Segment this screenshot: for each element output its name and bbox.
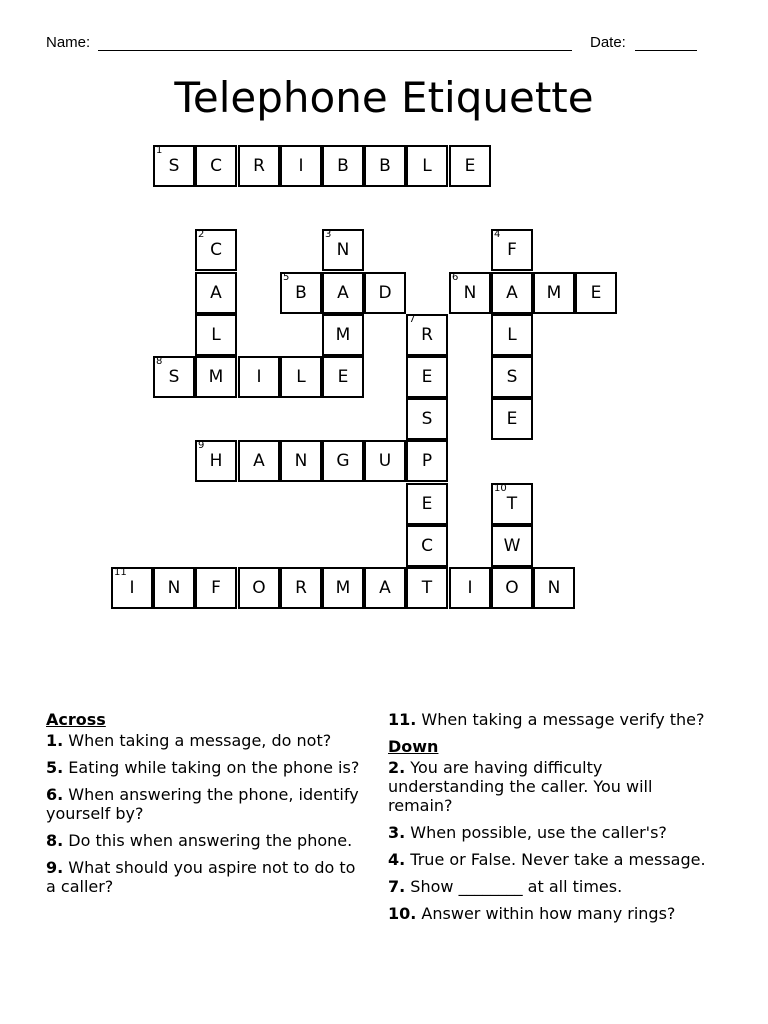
cell-number: 11: [114, 567, 127, 578]
cell-letter: U: [378, 451, 392, 471]
cell-letter: B: [295, 283, 307, 303]
grid-cell[interactable]: [238, 440, 280, 482]
cell-letter: H: [209, 451, 223, 471]
grid-cell[interactable]: [406, 525, 448, 567]
clue-number: 4.: [388, 850, 406, 869]
grid-cell[interactable]: [491, 272, 533, 314]
grid-cell[interactable]: [533, 272, 575, 314]
cell-letter: S: [506, 367, 518, 387]
clue-text: You are having difficulty understanding the caller. You will remain?: [388, 758, 653, 815]
grid-cell[interactable]: [575, 272, 617, 314]
cell-letter: A: [337, 283, 349, 303]
cell-letter: M: [208, 367, 224, 387]
clue-number: 5.: [46, 758, 64, 777]
cell-number: 2: [198, 229, 205, 240]
grid-cell[interactable]: [153, 356, 195, 398]
clue-down-4: [388, 850, 708, 869]
grid-cell[interactable]: [449, 145, 491, 187]
cell-letter: P: [421, 451, 433, 471]
cell-letter: D: [378, 283, 392, 303]
cell-letter: C: [210, 156, 222, 176]
cell-letter: R: [295, 578, 307, 598]
cell-letter: E: [464, 156, 476, 176]
cell-letter: B: [337, 156, 349, 176]
cell-letter: M: [335, 578, 351, 598]
grid-cell[interactable]: [406, 483, 448, 525]
cell-letter: T: [506, 494, 518, 514]
clue-number: 8.: [46, 831, 64, 850]
cell-letter: A: [379, 578, 391, 598]
clue-across-5: [46, 758, 364, 777]
cell-letter: L: [296, 367, 306, 387]
cell-letter: S: [168, 367, 180, 387]
clue-text: What should you aspire not to do to a caller?: [46, 858, 356, 896]
cell-number: 9: [198, 440, 205, 451]
clue-across-8: [46, 831, 364, 850]
cell-letter: C: [421, 536, 433, 556]
grid-cell[interactable]: [364, 440, 406, 482]
grid-cell[interactable]: [280, 356, 322, 398]
clue-number: 3.: [388, 823, 406, 842]
cell-number: 5: [283, 272, 290, 283]
cell-number: 8: [156, 356, 163, 367]
grid-cell[interactable]: [238, 145, 280, 187]
cell-letter: E: [590, 283, 602, 303]
clue-down-7: [388, 877, 708, 896]
grid-cell[interactable]: [322, 145, 364, 187]
grid-cell[interactable]: [153, 145, 195, 187]
grid-cell[interactable]: [322, 229, 364, 271]
grid-cell[interactable]: [491, 567, 533, 609]
grid-cell[interactable]: [195, 356, 237, 398]
clue-text: Eating while taking on the phone is?: [63, 758, 360, 777]
clues-column-left: [46, 710, 364, 904]
cell-letter: L: [422, 156, 432, 176]
clue-number: 1.: [46, 731, 64, 750]
grid-cell[interactable]: [153, 567, 195, 609]
grid-cell[interactable]: [491, 525, 533, 567]
grid-cell[interactable]: [280, 145, 322, 187]
clue-number: 10.: [388, 904, 417, 923]
cell-letter: A: [506, 283, 518, 303]
cell-number: 4: [494, 229, 501, 240]
clue-text: Do this when answering the phone.: [63, 831, 353, 850]
grid-cell[interactable]: [280, 440, 322, 482]
cell-letter: G: [336, 451, 350, 471]
clue-across-11: [388, 710, 708, 729]
grid-cell[interactable]: [491, 398, 533, 440]
grid-cell[interactable]: [491, 356, 533, 398]
cell-letter: F: [211, 578, 221, 598]
clue-number: 2.: [388, 758, 406, 777]
clue-text: Show ________ at all times.: [405, 877, 623, 896]
clue-number: 11.: [388, 710, 417, 729]
clue-text: True or False. Never take a message.: [405, 850, 706, 869]
clues-column-right: [388, 710, 708, 931]
cell-letter: B: [379, 156, 391, 176]
grid-cell[interactable]: [280, 567, 322, 609]
clue-text: Answer within how many rings?: [416, 904, 676, 923]
cell-number: 3: [325, 229, 332, 240]
grid-cell[interactable]: [322, 314, 364, 356]
name-label: Name:: [46, 34, 91, 51]
cell-letter: E: [337, 367, 349, 387]
grid-cell[interactable]: [449, 567, 491, 609]
clue-down-2: [388, 758, 708, 815]
cell-letter: A: [210, 283, 222, 303]
grid-cell[interactable]: [491, 483, 533, 525]
cell-letter: N: [463, 283, 477, 303]
clue-across-1: [46, 731, 364, 750]
clue-text: When taking a message, do not?: [63, 731, 332, 750]
grid-cell[interactable]: [195, 229, 237, 271]
clue-down-3: [388, 823, 708, 842]
cell-letter: M: [546, 283, 562, 303]
cell-letter: O: [252, 578, 266, 598]
cell-letter: N: [294, 451, 308, 471]
clue-across-9: [46, 858, 364, 896]
grid-cell[interactable]: [195, 440, 237, 482]
cell-letter: T: [421, 578, 433, 598]
grid-cell[interactable]: [195, 567, 237, 609]
cell-letter: I: [256, 367, 262, 387]
grid-cell[interactable]: [280, 272, 322, 314]
page-title: Telephone Etiquette: [174, 73, 594, 122]
cell-letter: S: [421, 409, 433, 429]
grid-cell[interactable]: [406, 314, 448, 356]
grid-cell[interactable]: [195, 272, 237, 314]
clue-number: 6.: [46, 785, 64, 804]
cell-letter: S: [168, 156, 180, 176]
cell-letter: R: [421, 325, 433, 345]
cell-letter: F: [507, 240, 517, 260]
cell-number: 7: [409, 314, 416, 325]
cell-letter: I: [467, 578, 473, 598]
cell-letter: C: [210, 240, 222, 260]
grid-cell[interactable]: [406, 145, 448, 187]
cell-letter: W: [503, 536, 521, 556]
grid-cell[interactable]: [322, 440, 364, 482]
date-label: Date:: [590, 34, 626, 51]
cell-letter: E: [421, 494, 433, 514]
clue-number: 9.: [46, 858, 64, 877]
cell-letter: A: [253, 451, 265, 471]
cell-letter: M: [335, 325, 351, 345]
grid-cell[interactable]: [322, 272, 364, 314]
grid-cell[interactable]: [491, 229, 533, 271]
grid-cell[interactable]: [238, 567, 280, 609]
clue-text: When possible, use the caller's?: [405, 823, 667, 842]
grid-cell[interactable]: [406, 398, 448, 440]
cell-letter: E: [506, 409, 518, 429]
clue-across-6: [46, 785, 364, 823]
cell-letter: E: [421, 367, 433, 387]
grid-cell[interactable]: [406, 440, 448, 482]
cell-number: 10: [494, 483, 507, 494]
grid-cell[interactable]: [195, 314, 237, 356]
grid-cell[interactable]: [322, 356, 364, 398]
grid-cell[interactable]: [449, 272, 491, 314]
clue-down-10: [388, 904, 708, 923]
cell-letter: I: [129, 578, 135, 598]
grid-cell[interactable]: [364, 567, 406, 609]
cell-letter: N: [336, 240, 350, 260]
grid-cell[interactable]: [195, 145, 237, 187]
cell-letter: R: [253, 156, 265, 176]
cell-letter: I: [298, 156, 304, 176]
grid-cell[interactable]: [111, 567, 153, 609]
grid-cell[interactable]: [364, 145, 406, 187]
grid-cell[interactable]: [406, 567, 448, 609]
cell-number: 1: [156, 145, 163, 156]
cell-number: 6: [452, 272, 459, 283]
grid-cell[interactable]: [491, 314, 533, 356]
grid-cell[interactable]: [406, 356, 448, 398]
cell-letter: N: [547, 578, 561, 598]
grid-cell[interactable]: [322, 567, 364, 609]
cell-letter: O: [505, 578, 519, 598]
grid-cell[interactable]: [364, 272, 406, 314]
grid-cell[interactable]: [238, 356, 280, 398]
across-title: Across: [46, 710, 106, 729]
clue-number: 7.: [388, 877, 406, 896]
clue-text: When taking a message verify the?: [416, 710, 705, 729]
cell-letter: L: [211, 325, 221, 345]
down-title: Down: [388, 737, 439, 756]
cell-letter: L: [507, 325, 517, 345]
clue-text: When answering the phone, identify yourself by?: [46, 785, 359, 823]
grid-cell[interactable]: [533, 567, 575, 609]
cell-letter: N: [167, 578, 181, 598]
